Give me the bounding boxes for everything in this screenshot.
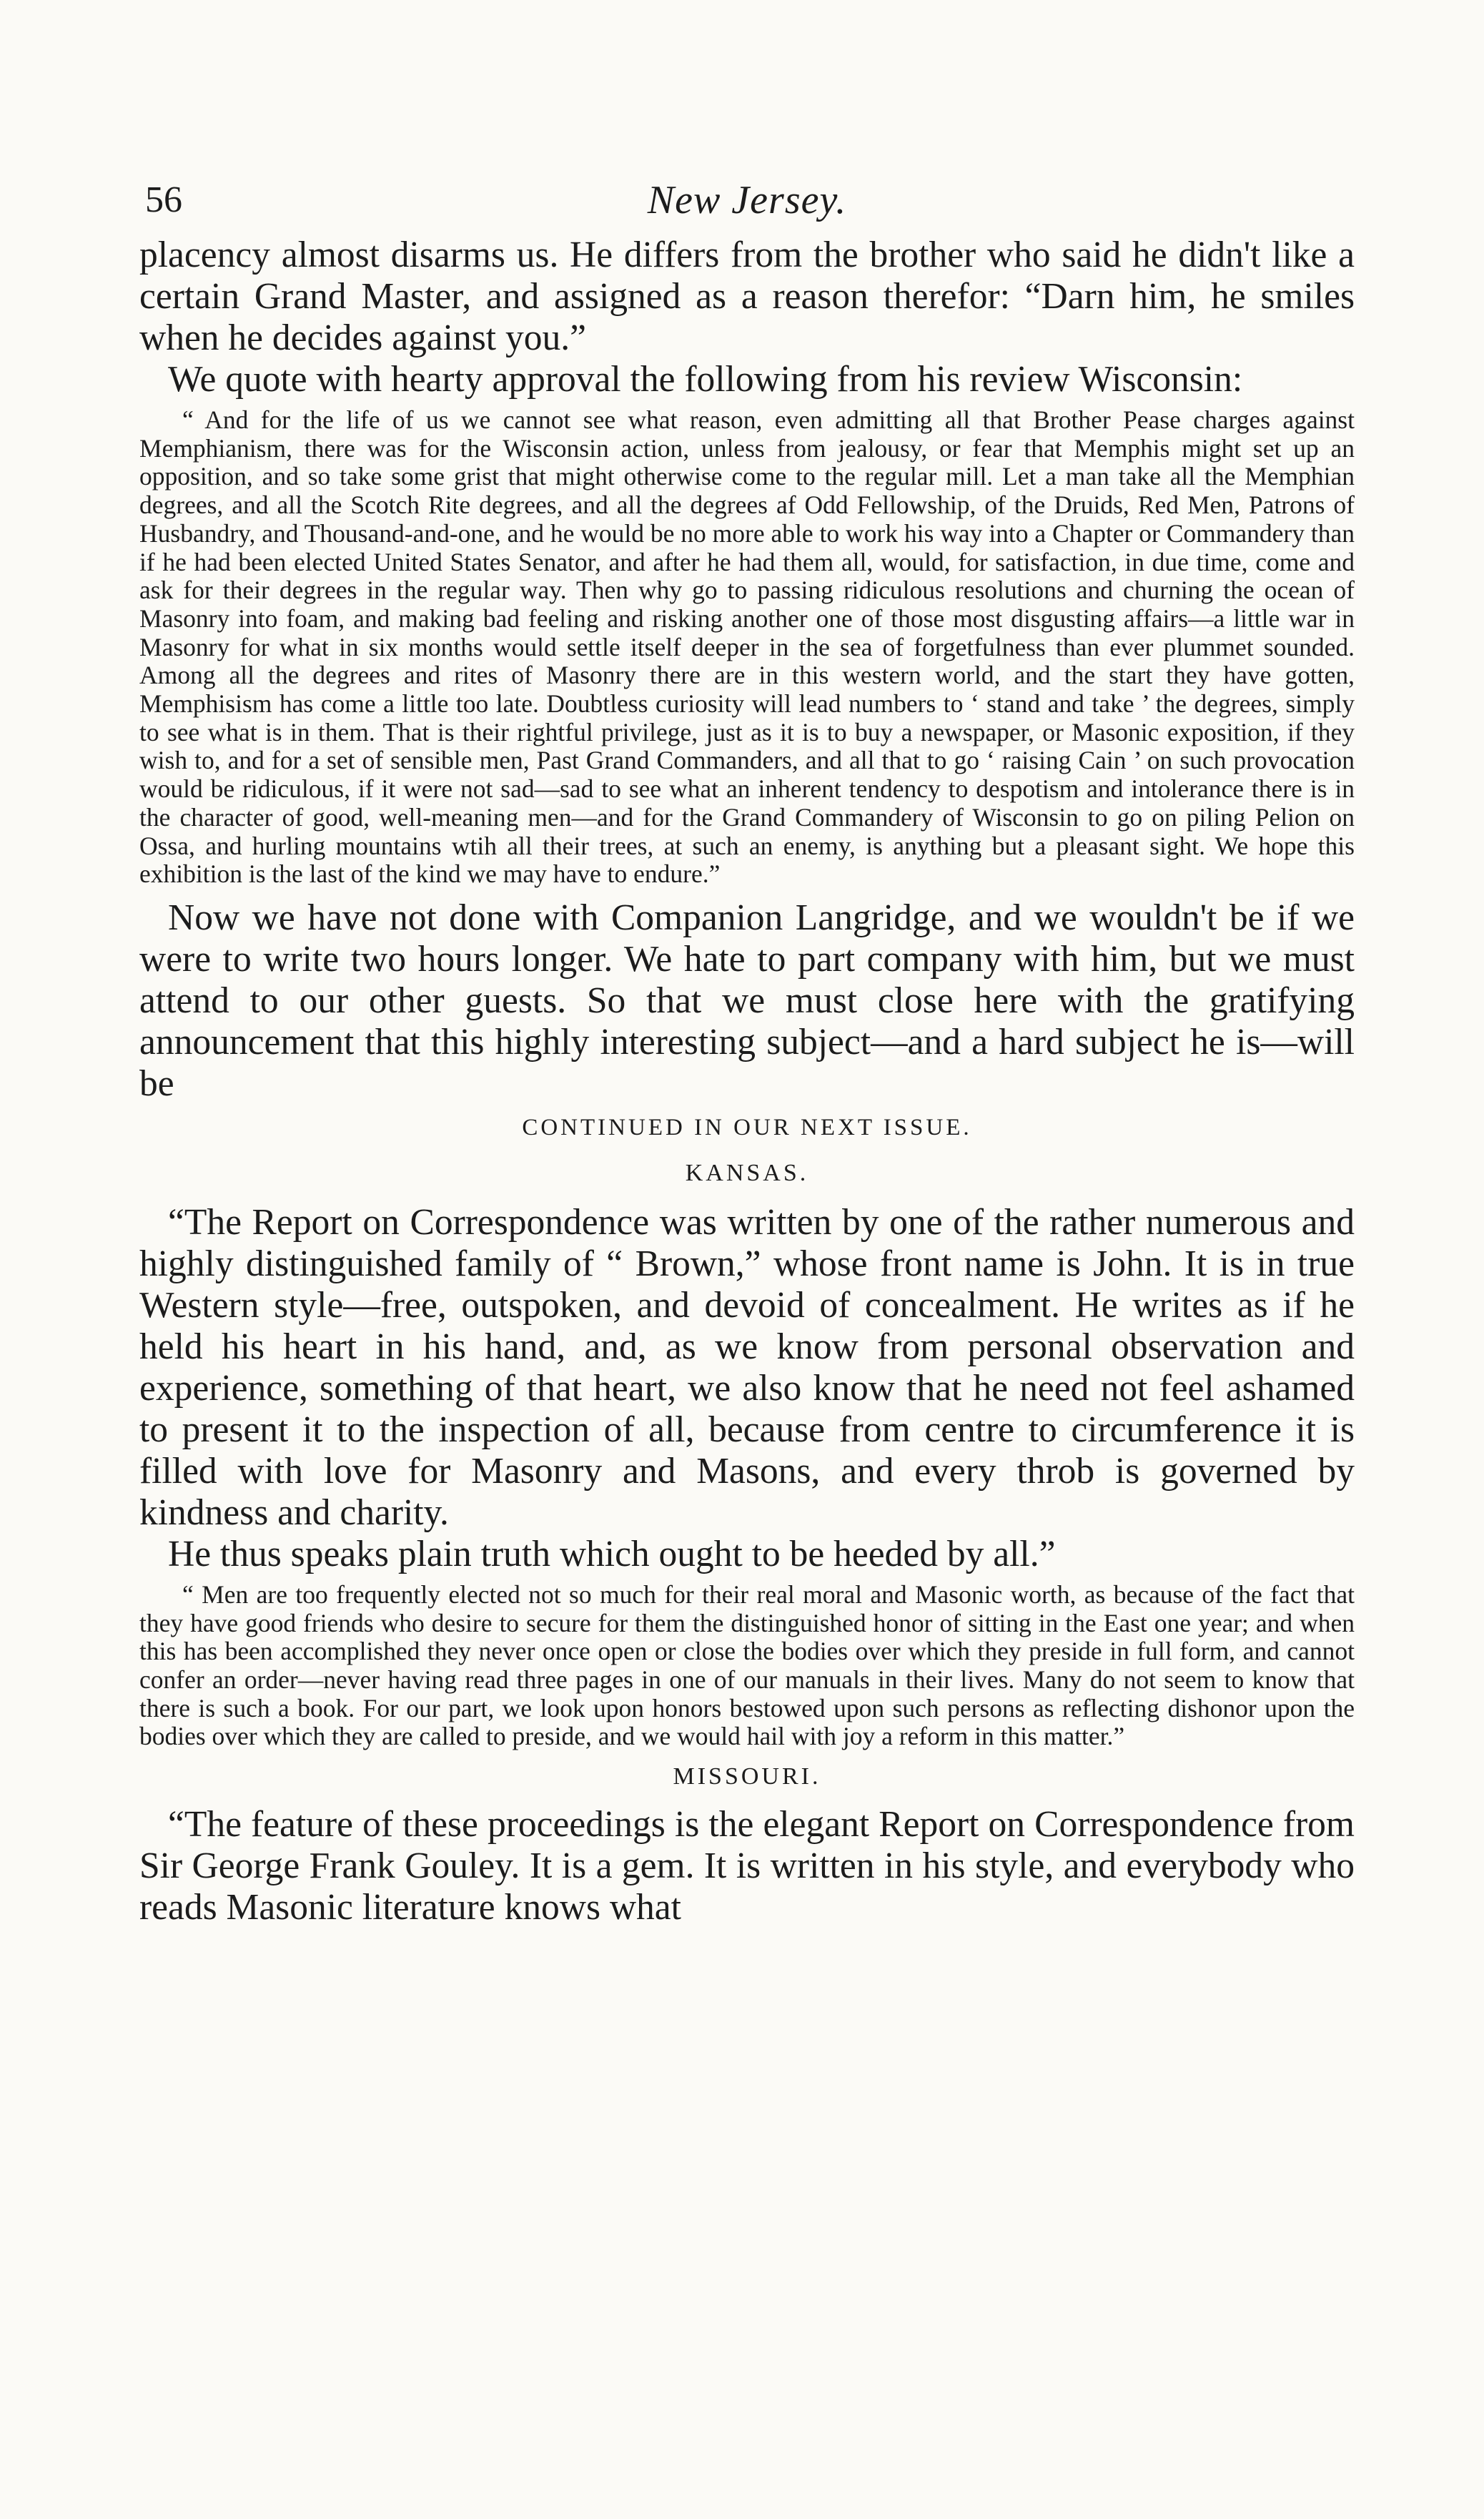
paragraph-we-quote: We quote with hearty approval the following from his review Wisconsin: bbox=[168, 359, 1243, 400]
quote-wisconsin: “ And for the life of us we cannot see what reason, even admitting all that Brother Pease charges against Memphianism, there was for the Wisconsin action, unless from jealousy, or fear that Memphis might set up an opposition, and so take some grist that might otherwise come to the regular mill. Let a man take all the Memphian degrees, and all the Scotch Rite degrees, and all the degrees af Odd Fellowship, of the Druids, Red Men, Patrons of Husbandry, and Thousand-and-one, and he would be no more able to work his way into a Chapter or Commandery than if he had been elected United States Senator, and after he had them all, would, for satisfaction, in due time, come and ask for their degrees in the regular way. Then why go to passing ridiculous resolutions and churning the ocean of Masonry into foam, and making bad feeling and risking another one of those most disgusting affairs—a little war in Masonry for what in six months would settle itself deeper in the sea of forgetfulness than ever plummet sounded. Among all the degrees and rites of Masonry there are in this western world, and the start they have gotten, Memphisism has come a little too late. Doubtless curiosity will lead numbers to ‘ stand and take ’ the degrees, simply to see what is in them. That is their rightful privilege, just as it is to buy a newspaper, or Masonic exposition, if they wish to, and for a set of sensible men, Past Grand Commanders, and all that to go ‘ raising Cain ’ on such provocation would be ridiculous, if it were not sad—sad to see what an inherent tendency to despotism and intolerance there is in the character of good, well-meaning men—and for the Grand Commandery of Wisconsin to go on piling Pelion on Ossa, and hurling mountains wtih all their trees, at such an enemy, is anything but a pleasant sight. We hope this exhibition is the last of the kind we may have to endure.” bbox=[139, 405, 1355, 889]
continued-notice: CONTINUED IN OUR NEXT ISSUE. bbox=[522, 1114, 972, 1140]
book-page bbox=[139, 170, 1355, 1928]
section-heading-missouri: MISSOURI. bbox=[673, 1763, 821, 1790]
paragraph-kansas-report: “The Report on Correspondence was written by one of the rather numerous and highly distinguished family of “ Brown,” whose front name is John. It is in true Western style—free, outspoken, and devoid of concealment. He writes as if he held his heart in his hand, and, as we know from personal observation and experience, something of that heart, we also know that he need not feel ashamed to present it to the inspection of all, because from centre to circumference it is filled with love for Masonry and Masons, and every throb is governed by kindness and charity. bbox=[139, 1201, 1355, 1533]
page-number: 56 bbox=[145, 179, 182, 220]
section-heading-kansas: KANSAS. bbox=[685, 1159, 809, 1186]
quote-kansas: “ Men are too frequently elected not so much for their real moral and Masonic worth, as because of the fact that they have good friends who desire to secure for them the distinguished honor of sitting in the East one year; and when this has been accomplished they never once open or close the bodies over which they preside in full form, and cannot confer an order—never having read three pages in one of our manuals in their lives. Many do not seem to know that there is such a book. For our part, we look upon honors bestowed upon such persons as reflecting dishonor upon the bodies over which they are called to preside, and we would hail with joy a reform in this matter.” bbox=[139, 1579, 1355, 1751]
paragraph-plain-truth: He thus speaks plain truth which ought to be heeded by all.” bbox=[168, 1533, 1056, 1574]
paragraph-langridge: Now we have not done with Companion Langridge, and we wouldn't be if we were to write two hours longer. We hate to part company with him, but we must attend to our other guests. So that we must close here with the gratifying announcement that this highly interesting subject—and a hard subject he is—will be bbox=[139, 897, 1355, 1104]
paragraph-placency: placency almost disarms us. He differs from the brother who said he didn't like a certain Grand Master, and assigned as a reason therefor: “Darn him, he smiles when he decides against you.” bbox=[139, 235, 1355, 358]
running-title: New Jersey. bbox=[647, 178, 847, 222]
paragraph-missouri-report: “The feature of these proceedings is the elegant Report on Correspondence from Sir George Frank Gouley. It is a gem. It is written in his style, and everybody who reads Masonic literature knows what bbox=[139, 1804, 1355, 1928]
running-head bbox=[139, 170, 1355, 235]
